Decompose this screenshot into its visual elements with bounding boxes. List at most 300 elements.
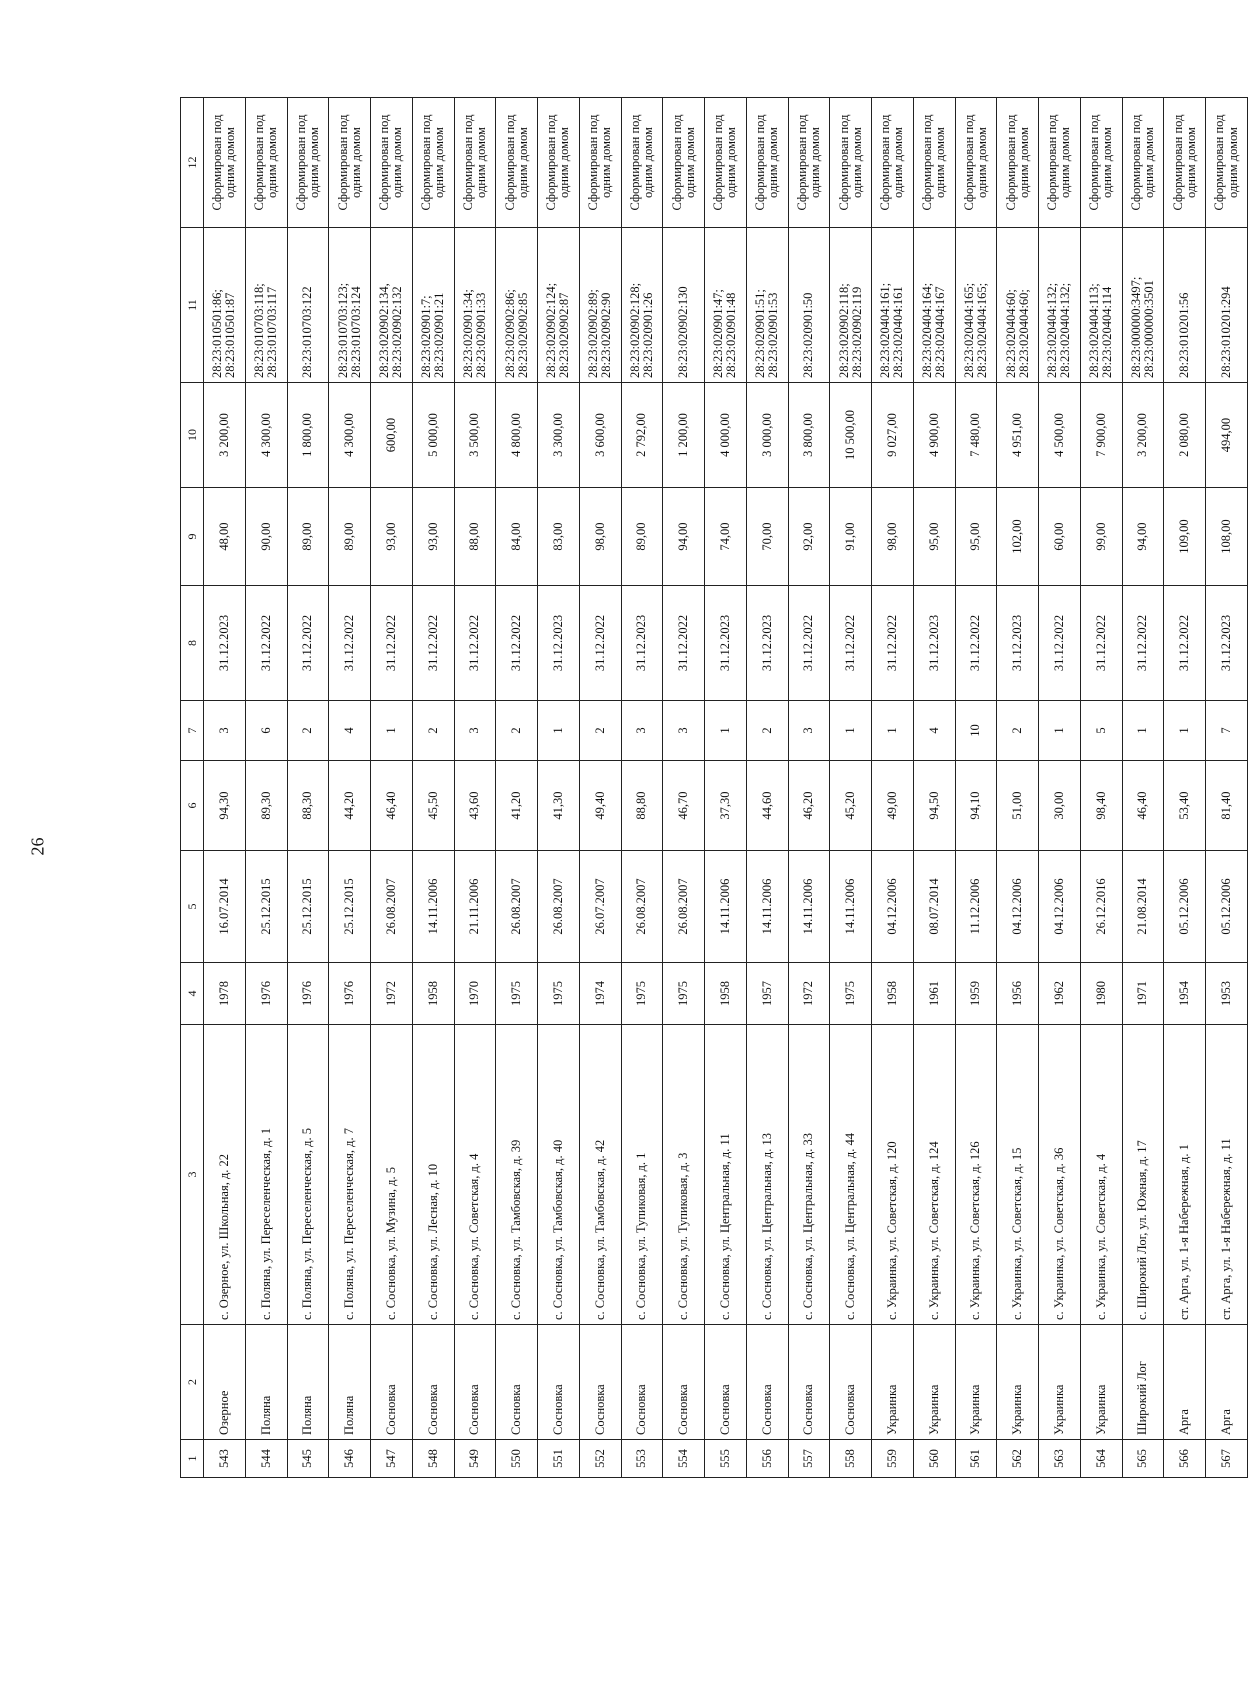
address-cell: с. Сосновка, ул. Советская, д. 4	[454, 1025, 496, 1325]
row-number-cell: 564	[1080, 1440, 1122, 1478]
area-cell: 46,70	[663, 761, 705, 851]
area-cell: 46,40	[371, 761, 413, 851]
row-number-cell: 552	[579, 1440, 621, 1478]
residents-count-cell: 6	[245, 701, 287, 761]
settlement-cell: Украинка	[913, 1325, 955, 1440]
address-cell: с. Украинка, ул. Советская, д. 15	[997, 1025, 1039, 1325]
row-number-cell: 557	[788, 1440, 830, 1478]
planned-date-cell: 31.12.2022	[788, 586, 830, 701]
settlement-cell: Украинка	[955, 1325, 997, 1440]
cost-cell: 1 200,00	[663, 383, 705, 488]
address-cell: с. Сосновка, ул. Тамбовская, д. 39	[496, 1025, 538, 1325]
planned-date-cell: 31.12.2023	[1206, 586, 1248, 701]
cost-cell: 10 500,00	[830, 383, 872, 488]
header-cell: 11	[181, 228, 204, 383]
planned-date-cell: 31.12.2023	[913, 586, 955, 701]
cadastral-number-cell: 28:23:010703:122	[287, 228, 329, 383]
value-cell: 89,00	[287, 488, 329, 586]
address-cell: с. Украинка, ул. Советская, д. 124	[913, 1025, 955, 1325]
table-row	[329, 98, 371, 1478]
construction-year-cell: 1978	[204, 963, 246, 1025]
cadastral-number-cell: 28:23:020404:60; 28:23:020404:60;	[997, 228, 1039, 383]
row-number-cell: 545	[287, 1440, 329, 1478]
row-number-cell: 549	[454, 1440, 496, 1478]
address-cell: с. Сосновка, ул. Центральная, д. 13	[746, 1025, 788, 1325]
cost-cell: 3 200,00	[204, 383, 246, 488]
construction-year-cell: 1975	[621, 963, 663, 1025]
cadastral-number-cell: 28:23:020901:47; 28:23:020901:48	[705, 228, 747, 383]
value-cell: 89,00	[621, 488, 663, 586]
settlement-cell: Поляна	[245, 1325, 287, 1440]
recognition-date-cell: 14.11.2006	[412, 851, 454, 963]
recognition-date-cell: 25.12.2015	[245, 851, 287, 963]
table-row	[287, 98, 329, 1478]
table-row	[663, 98, 705, 1478]
value-cell: 109,00	[1164, 488, 1206, 586]
settlement-cell: Сосновка	[538, 1325, 580, 1440]
settlement-cell: Арга	[1206, 1325, 1248, 1440]
cadastral-number-cell: 28:23:020901:7; 28:23:020901:21	[412, 228, 454, 383]
cost-cell: 7 900,00	[1080, 383, 1122, 488]
construction-year-cell: 1957	[746, 963, 788, 1025]
land-status-cell: Сформирован под одним домом	[997, 98, 1039, 228]
address-cell: с. Сосновка, ул. Тамбовская, д. 42	[579, 1025, 621, 1325]
row-number-cell: 553	[621, 1440, 663, 1478]
land-status-cell: Сформирован под одним домом	[371, 98, 413, 228]
construction-year-cell: 1976	[329, 963, 371, 1025]
recognition-date-cell: 25.12.2015	[287, 851, 329, 963]
area-cell: 88,30	[287, 761, 329, 851]
cost-cell: 3 500,00	[454, 383, 496, 488]
construction-year-cell: 1956	[997, 963, 1039, 1025]
residents-count-cell: 3	[204, 701, 246, 761]
value-cell: 99,00	[1080, 488, 1122, 586]
table-row	[621, 98, 663, 1478]
value-cell: 102,00	[997, 488, 1039, 586]
table-row	[746, 98, 788, 1478]
row-number-cell: 554	[663, 1440, 705, 1478]
page-number: 26	[27, 837, 48, 856]
planned-date-cell: 31.12.2023	[746, 586, 788, 701]
cadastral-number-cell: 28:23:010703:118; 28:23:010703:117	[245, 228, 287, 383]
recognition-date-cell: 21.11.2006	[454, 851, 496, 963]
address-cell: ст. Арга, ул. 1-я Набережная, д. 1	[1164, 1025, 1206, 1325]
address-cell: с. Сосновка, ул. Музина, д. 5	[371, 1025, 413, 1325]
area-cell: 45,50	[412, 761, 454, 851]
planned-date-cell: 31.12.2023	[705, 586, 747, 701]
row-number-cell: 561	[955, 1440, 997, 1478]
table-row	[412, 98, 454, 1478]
planned-date-cell: 31.12.2022	[1164, 586, 1206, 701]
residents-count-cell: 3	[663, 701, 705, 761]
row-number-cell: 556	[746, 1440, 788, 1478]
address-cell: с. Сосновка, ул. Тупиковая, д. 3	[663, 1025, 705, 1325]
construction-year-cell: 1959	[955, 963, 997, 1025]
settlement-cell: Сосновка	[496, 1325, 538, 1440]
cost-cell: 4 300,00	[329, 383, 371, 488]
cadastral-number-cell: 28:23:020404:164; 28:23:020404:167	[913, 228, 955, 383]
header-cell: 2	[181, 1325, 204, 1440]
recognition-date-cell: 14.11.2006	[746, 851, 788, 963]
land-status-cell: Сформирован под одним домом	[329, 98, 371, 228]
address-cell: с. Сосновка, ул. Тамбовская, д. 40	[538, 1025, 580, 1325]
settlement-cell: Сосновка	[621, 1325, 663, 1440]
residents-count-cell: 5	[1080, 701, 1122, 761]
area-cell: 98,40	[1080, 761, 1122, 851]
recognition-date-cell: 26.08.2007	[496, 851, 538, 963]
residents-count-cell: 1	[371, 701, 413, 761]
table-row	[371, 98, 413, 1478]
header-cell: 9	[181, 488, 204, 586]
recognition-date-cell: 08.07.2014	[913, 851, 955, 963]
land-status-cell: Сформирован под одним домом	[872, 98, 914, 228]
cost-cell: 9 027,00	[872, 383, 914, 488]
planned-date-cell: 31.12.2022	[955, 586, 997, 701]
construction-year-cell: 1975	[496, 963, 538, 1025]
row-number-cell: 565	[1122, 1440, 1164, 1478]
cost-cell: 4 800,00	[496, 383, 538, 488]
area-cell: 41,30	[538, 761, 580, 851]
area-cell: 44,60	[746, 761, 788, 851]
row-number-cell: 544	[245, 1440, 287, 1478]
value-cell: 93,00	[371, 488, 413, 586]
area-cell: 46,40	[1122, 761, 1164, 851]
residents-count-cell: 2	[496, 701, 538, 761]
table-body	[204, 98, 1248, 1478]
recognition-date-cell: 05.12.2006	[1206, 851, 1248, 963]
cadastral-number-cell: 28:23:020902:118; 28:23:020902:119	[830, 228, 872, 383]
header-cell: 8	[181, 586, 204, 701]
land-status-cell: Сформирован под одним домом	[663, 98, 705, 228]
cost-cell: 4 000,00	[705, 383, 747, 488]
residents-count-cell: 1	[1164, 701, 1206, 761]
planned-date-cell: 31.12.2022	[287, 586, 329, 701]
cost-cell: 494,00	[1206, 383, 1248, 488]
address-cell: с. Украинка, ул. Советская, д. 126	[955, 1025, 997, 1325]
value-cell: 95,00	[955, 488, 997, 586]
area-cell: 94,30	[204, 761, 246, 851]
table-row	[1122, 98, 1164, 1478]
cadastral-number-cell: 28:23:020902:89; 28:23:020902:90	[579, 228, 621, 383]
row-number-cell: 548	[412, 1440, 454, 1478]
cadastral-number-cell: 28:23:020902:86; 28:23:020902:85	[496, 228, 538, 383]
residents-count-cell: 2	[746, 701, 788, 761]
planned-date-cell: 31.12.2022	[454, 586, 496, 701]
settlement-cell: Широкий Лог	[1122, 1325, 1164, 1440]
construction-year-cell: 1970	[454, 963, 496, 1025]
recognition-date-cell: 05.12.2006	[1164, 851, 1206, 963]
cost-cell: 3 800,00	[788, 383, 830, 488]
value-cell: 91,00	[830, 488, 872, 586]
recognition-date-cell: 26.12.2016	[1080, 851, 1122, 963]
settlement-cell: Сосновка	[371, 1325, 413, 1440]
settlement-cell: Поляна	[329, 1325, 371, 1440]
value-cell: 93,00	[412, 488, 454, 586]
construction-year-cell: 1975	[538, 963, 580, 1025]
cost-cell: 2 080,00	[1164, 383, 1206, 488]
land-status-cell: Сформирован под одним домом	[1122, 98, 1164, 228]
cadastral-number-cell: 28:23:010201:294	[1206, 228, 1248, 383]
address-cell: с. Поляна, ул. Переселенческая, д. 7	[329, 1025, 371, 1325]
cost-cell: 4 900,00	[913, 383, 955, 488]
row-number-cell: 555	[705, 1440, 747, 1478]
residents-count-cell: 10	[955, 701, 997, 761]
planned-date-cell: 31.12.2022	[872, 586, 914, 701]
address-cell: с. Поляна, ул. Переселенческая, д. 5	[287, 1025, 329, 1325]
land-status-cell: Сформирован под одним домом	[496, 98, 538, 228]
housing-registry-table	[180, 97, 1248, 1478]
value-cell: 83,00	[538, 488, 580, 586]
construction-year-cell: 1958	[872, 963, 914, 1025]
settlement-cell: Украинка	[872, 1325, 914, 1440]
residents-count-cell: 1	[872, 701, 914, 761]
table-row	[997, 98, 1039, 1478]
area-cell: 49,00	[872, 761, 914, 851]
residents-count-cell: 2	[287, 701, 329, 761]
recognition-date-cell: 04.12.2006	[997, 851, 1039, 963]
row-number-cell: 566	[1164, 1440, 1206, 1478]
cadastral-number-cell: 28:23:020902:124; 28:23:020902:87	[538, 228, 580, 383]
settlement-cell: Украинка	[997, 1325, 1039, 1440]
planned-date-cell: 31.12.2022	[496, 586, 538, 701]
recognition-date-cell: 14.11.2006	[830, 851, 872, 963]
land-status-cell: Сформирован под одним домом	[287, 98, 329, 228]
recognition-date-cell: 26.07.2007	[579, 851, 621, 963]
cadastral-number-cell: 28:23:020901:50	[788, 228, 830, 383]
row-number-cell: 567	[1206, 1440, 1248, 1478]
cadastral-number-cell: 28:23:000000:3497; 28:23:000000:3501	[1122, 228, 1164, 383]
value-cell: 70,00	[746, 488, 788, 586]
residents-count-cell: 2	[997, 701, 1039, 761]
residents-count-cell: 1	[1039, 701, 1081, 761]
construction-year-cell: 1953	[1206, 963, 1248, 1025]
planned-date-cell: 31.12.2023	[997, 586, 1039, 701]
land-status-cell: Сформирован под одним домом	[1039, 98, 1081, 228]
cadastral-number-cell: 28:23:020404:165; 28:23:020404:165;	[955, 228, 997, 383]
residents-count-cell: 1	[538, 701, 580, 761]
header-cell: 4	[181, 963, 204, 1025]
header-cell: 10	[181, 383, 204, 488]
land-status-cell: Сформирован под одним домом	[746, 98, 788, 228]
row-number-cell: 543	[204, 1440, 246, 1478]
cost-cell: 2 792,00	[621, 383, 663, 488]
planned-date-cell: 31.12.2023	[621, 586, 663, 701]
settlement-cell: Украинка	[1039, 1325, 1081, 1440]
land-status-cell: Сформирован под одним домом	[245, 98, 287, 228]
value-cell: 88,00	[454, 488, 496, 586]
land-status-cell: Сформирован под одним домом	[579, 98, 621, 228]
recognition-date-cell: 26.08.2007	[621, 851, 663, 963]
table-row	[1039, 98, 1081, 1478]
area-cell: 94,50	[913, 761, 955, 851]
residents-count-cell: 1	[1122, 701, 1164, 761]
area-cell: 30,00	[1039, 761, 1081, 851]
area-cell: 37,30	[705, 761, 747, 851]
table-row	[913, 98, 955, 1478]
header-cell: 5	[181, 851, 204, 963]
value-cell: 60,00	[1039, 488, 1081, 586]
area-cell: 51,00	[997, 761, 1039, 851]
settlement-cell: Сосновка	[579, 1325, 621, 1440]
address-cell: с. Сосновка, ул. Центральная, д. 44	[830, 1025, 872, 1325]
row-number-cell: 558	[830, 1440, 872, 1478]
recognition-date-cell: 04.12.2006	[1039, 851, 1081, 963]
construction-year-cell: 1975	[830, 963, 872, 1025]
land-status-cell: Сформирован под одним домом	[1164, 98, 1206, 228]
value-cell: 90,00	[245, 488, 287, 586]
land-status-cell: Сформирован под одним домом	[830, 98, 872, 228]
table-row	[1080, 98, 1122, 1478]
planned-date-cell: 31.12.2023	[204, 586, 246, 701]
settlement-cell: Озерное	[204, 1325, 246, 1440]
value-cell: 95,00	[913, 488, 955, 586]
table-row	[788, 98, 830, 1478]
row-number-cell: 551	[538, 1440, 580, 1478]
cadastral-number-cell: 28:23:020902:128; 28:23:020901:26	[621, 228, 663, 383]
area-cell: 89,30	[245, 761, 287, 851]
cost-cell: 3 000,00	[746, 383, 788, 488]
header-row	[181, 98, 204, 1478]
header-cell: 1	[181, 1440, 204, 1478]
value-cell: 89,00	[329, 488, 371, 586]
row-number-cell: 562	[997, 1440, 1039, 1478]
table-row	[872, 98, 914, 1478]
recognition-date-cell: 04.12.2006	[872, 851, 914, 963]
table-row	[496, 98, 538, 1478]
recognition-date-cell: 26.08.2007	[538, 851, 580, 963]
address-cell: с. Озерное, ул. Школьная, д. 22	[204, 1025, 246, 1325]
recognition-date-cell: 16.07.2014	[204, 851, 246, 963]
table-row	[204, 98, 246, 1478]
settlement-cell: Сосновка	[788, 1325, 830, 1440]
planned-date-cell: 31.12.2022	[245, 586, 287, 701]
table-row	[1206, 98, 1248, 1478]
land-status-cell: Сформирован под одним домом	[204, 98, 246, 228]
value-cell: 94,00	[1122, 488, 1164, 586]
address-cell: с. Украинка, ул. Советская, д. 36	[1039, 1025, 1081, 1325]
registry-table-rotated	[180, 98, 1248, 1478]
recognition-date-cell: 26.08.2007	[663, 851, 705, 963]
address-cell: с. Украинка, ул. Советская, д. 120	[872, 1025, 914, 1325]
address-cell: с. Сосновка, ул. Тупиковая, д. 1	[621, 1025, 663, 1325]
cadastral-number-cell: 28:23:010703:123; 28:23:010703:124	[329, 228, 371, 383]
address-cell: с. Поляна, ул. Переселенческая, д. 1	[245, 1025, 287, 1325]
construction-year-cell: 1962	[1039, 963, 1081, 1025]
row-number-cell: 550	[496, 1440, 538, 1478]
land-status-cell: Сформирован под одним домом	[913, 98, 955, 228]
area-cell: 46,20	[788, 761, 830, 851]
cadastral-number-cell: 28:23:010501:86; 28:23:010501:87	[204, 228, 246, 383]
cost-cell: 3 200,00	[1122, 383, 1164, 488]
planned-date-cell: 31.12.2022	[1039, 586, 1081, 701]
cost-cell: 4 300,00	[245, 383, 287, 488]
address-cell: с. Широкий Лог, ул. Южная, д. 17	[1122, 1025, 1164, 1325]
area-cell: 81,40	[1206, 761, 1248, 851]
settlement-cell: Сосновка	[663, 1325, 705, 1440]
planned-date-cell: 31.12.2023	[538, 586, 580, 701]
settlement-cell: Сосновка	[746, 1325, 788, 1440]
table-row	[1164, 98, 1206, 1478]
cadastral-number-cell: 28:23:020902:134, 28:23:020902:132	[371, 228, 413, 383]
table-row	[579, 98, 621, 1478]
value-cell: 74,00	[705, 488, 747, 586]
address-cell: с. Украинка, ул. Советская, д. 4	[1080, 1025, 1122, 1325]
area-cell: 41,20	[496, 761, 538, 851]
address-cell: ст. Арга, ул. 1-я Набережная, д. 11	[1206, 1025, 1248, 1325]
planned-date-cell: 31.12.2022	[412, 586, 454, 701]
planned-date-cell: 31.12.2022	[1122, 586, 1164, 701]
residents-count-cell: 3	[621, 701, 663, 761]
address-cell: с. Сосновка, ул. Центральная, д. 11	[705, 1025, 747, 1325]
settlement-cell: Сосновка	[454, 1325, 496, 1440]
construction-year-cell: 1958	[412, 963, 454, 1025]
header-cell: 6	[181, 761, 204, 851]
residents-count-cell: 1	[705, 701, 747, 761]
land-status-cell: Сформирован под одним домом	[538, 98, 580, 228]
land-status-cell: Сформирован под одним домом	[955, 98, 997, 228]
settlement-cell: Сосновка	[412, 1325, 454, 1440]
cadastral-number-cell: 28:23:020902:130	[663, 228, 705, 383]
residents-count-cell: 7	[1206, 701, 1248, 761]
area-cell: 45,20	[830, 761, 872, 851]
settlement-cell: Украинка	[1080, 1325, 1122, 1440]
table-row	[538, 98, 580, 1478]
land-status-cell: Сформирован под одним домом	[705, 98, 747, 228]
settlement-cell: Поляна	[287, 1325, 329, 1440]
construction-year-cell: 1974	[579, 963, 621, 1025]
residents-count-cell: 3	[454, 701, 496, 761]
header-cell: 12	[181, 98, 204, 228]
area-cell: 44,20	[329, 761, 371, 851]
construction-year-cell: 1971	[1122, 963, 1164, 1025]
cost-cell: 600,00	[371, 383, 413, 488]
cadastral-number-cell: 28:23:020404:113; 28:23:020404:114	[1080, 228, 1122, 383]
land-status-cell: Сформирован под одним домом	[788, 98, 830, 228]
value-cell: 94,00	[663, 488, 705, 586]
construction-year-cell: 1972	[788, 963, 830, 1025]
area-cell: 94,10	[955, 761, 997, 851]
cost-cell: 1 800,00	[287, 383, 329, 488]
value-cell: 84,00	[496, 488, 538, 586]
planned-date-cell: 31.12.2022	[830, 586, 872, 701]
value-cell: 108,00	[1206, 488, 1248, 586]
construction-year-cell: 1954	[1164, 963, 1206, 1025]
row-number-cell: 546	[329, 1440, 371, 1478]
table-row	[955, 98, 997, 1478]
cadastral-number-cell: 28:23:020404:161; 28:23:020404:161	[872, 228, 914, 383]
settlement-cell: Сосновка	[830, 1325, 872, 1440]
value-cell: 92,00	[788, 488, 830, 586]
cost-cell: 3 300,00	[538, 383, 580, 488]
value-cell: 48,00	[204, 488, 246, 586]
cost-cell: 7 480,00	[955, 383, 997, 488]
land-status-cell: Сформирован под одним домом	[621, 98, 663, 228]
value-cell: 98,00	[872, 488, 914, 586]
construction-year-cell: 1976	[245, 963, 287, 1025]
recognition-date-cell: 11.12.2006	[955, 851, 997, 963]
land-status-cell: Сформирован под одним домом	[1080, 98, 1122, 228]
planned-date-cell: 31.12.2022	[1080, 586, 1122, 701]
cost-cell: 4 500,00	[1039, 383, 1081, 488]
row-number-cell: 559	[872, 1440, 914, 1478]
value-cell: 98,00	[579, 488, 621, 586]
address-cell: с. Сосновка, ул. Лесная, д. 10	[412, 1025, 454, 1325]
address-cell: с. Сосновка, ул. Центральная, д. 33	[788, 1025, 830, 1325]
residents-count-cell: 2	[412, 701, 454, 761]
header-cell: 7	[181, 701, 204, 761]
row-number-cell: 547	[371, 1440, 413, 1478]
residents-count-cell: 2	[579, 701, 621, 761]
